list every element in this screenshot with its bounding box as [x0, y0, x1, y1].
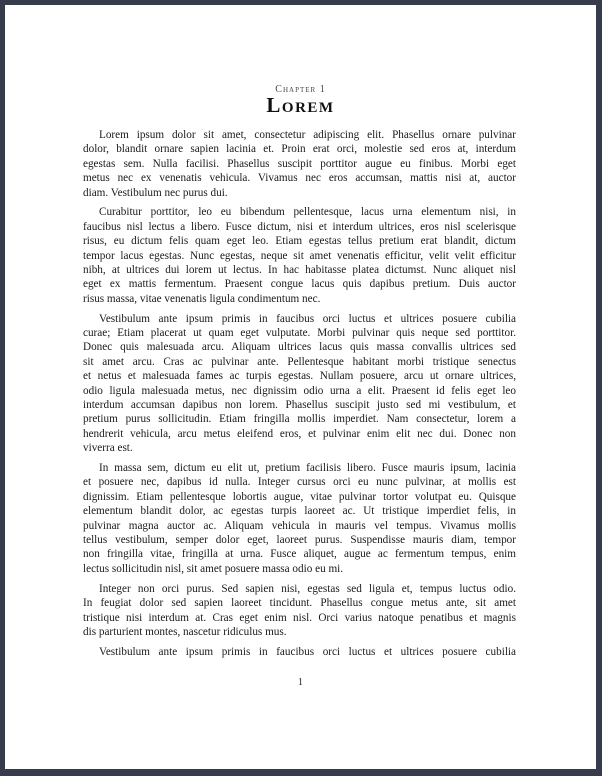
- chapter-title: Lorem: [266, 93, 335, 117]
- text-line: Curabitur porttitor, leo eu bibendum pellentesque, lacus urna elementum nisi, in: [99, 206, 516, 219]
- paragraph: [83, 128, 516, 200]
- text-line: eget ex mattis fermentum. Praesent congue lacus quis dapibus pretium. Duis auctor: [83, 278, 516, 291]
- text-line: risus, eu dictum felis quam eget leo. Etiam egestas tellus pretium erat blandit, dictum: [83, 235, 516, 248]
- text-line: nibh, at ultrices dui lorem ut lectus. In hac habitasse platea dictumst. Nunc aliquet nisl: [83, 264, 516, 277]
- text-line: tellus vestibulum, semper dolor eget, laoreet purus. Suspendisse mauris diam, tempor: [83, 534, 516, 547]
- text-line: odio ligula malesuada metus, nec dignissim odio urna a elit. Praesent id felis eget leo: [83, 384, 516, 397]
- body-text: [83, 128, 516, 665]
- text-line: dignissim. Etiam pellentesque lobortis augue, vitae pulvinar tortor volutpat eu. Quisque: [83, 490, 516, 503]
- text-line: et posuere nec, dapibus id nulla. Integer cursus orci eu nunc pulvinar, at mollis est: [83, 476, 516, 489]
- text-line: metus nec ex venenatis vehicula. Vivamus nec eros accumsan, mattis nisi at, auctor: [83, 172, 516, 185]
- text-line: dolor, blandit ornare sapien lacinia et. Proin erat orci, molestie sed eros at, interdum: [83, 143, 516, 156]
- text-line: pulvinar magna auctor ac. Aliquam vehicula in mauris vel tempus. Vivamus mollis: [83, 519, 516, 532]
- text-line: Lorem ipsum dolor sit amet, consectetur adipiscing elit. Phasellus ornare pulvinar: [99, 129, 516, 141]
- chapter-label: Chapter 1: [275, 84, 326, 95]
- text-line: pretium purus sollicitudin. Etiam fringilla mollis imperdiet. Nam consectetur, lorem a: [83, 413, 516, 426]
- text-line: Integer non orci purus. Sed sapien nisi, egestas sed ligula et, tempus luctus odio.: [99, 582, 516, 595]
- paragraph: [83, 312, 516, 456]
- text-line: In massa sem, dictum eu elit ut, pretium facilisis libero. Fusce mauris ipsum, lacinia: [99, 462, 516, 475]
- text-line: elementum blandit dolor, ac egestas turpis laoreet ac. Ut tristique imperdiet felis, in: [83, 505, 516, 518]
- text-line: tempor lacus egestas. Nunc egestas, neque sit amet venenatis efficitur, velit velit efficitur: [83, 249, 516, 262]
- text-line: non fringilla vitae, fringilla at urna. Fusce aliquet, augue ac fermentum tempus, enim: [83, 548, 516, 561]
- text-line: Vestibulum ante ipsum primis in faucibus orci luctus et ultrices posuere cubilia: [99, 312, 516, 325]
- text-line: risus massa, vitae venenatis ligula condimentum nec.: [83, 292, 321, 305]
- text-line: Vestibulum ante ipsum primis in faucibus orci luctus et ultrices posuere cubilia: [99, 645, 516, 658]
- document-page: [5, 5, 596, 769]
- text-line: egestas sem. Nulla facilisi. Phasellus suscipit porttitor augue eu finibus. Morbi eget: [83, 157, 516, 170]
- text-line: viverra est.: [83, 442, 133, 455]
- text-line: tristique nisi interdum at. Cras eget enim nisl. Orci varius natoque penatibus et magnis: [83, 611, 516, 624]
- text-line: dis parturient montes, nascetur ridiculus mus.: [83, 625, 287, 638]
- text-line: et netus et malesuada fames ac turpis egestas. Nullam posuere, arcu ut ornare ultrices,: [83, 370, 516, 383]
- text-line: interdum accumsan dapibus non lorem. Phasellus suscipit justo sed mi vestibulum, et: [83, 399, 516, 412]
- paragraph: [83, 582, 516, 640]
- text-line: hendrerit vehicula, arcu metus eleifend eros, et pulvinar enim elit nec dui. Donec non: [83, 427, 516, 440]
- paragraph: [83, 645, 516, 659]
- text-line: diam. Vestibulum nec purus dui.: [83, 186, 228, 199]
- paragraph: [83, 205, 516, 306]
- text-line: lectus sollicitudin nisl, sit amet posuere massa odio eu mi.: [83, 562, 344, 575]
- paragraph: [83, 461, 516, 576]
- text-line: faucibus nisl lectus a libero. Fusce dictum, nisi et interdum ultrices, eros nisl scelerisque: [83, 220, 516, 233]
- text-line: sit amet arcu. Cras ac pulvinar ante. Pellentesque habitant morbi tristique senectus: [83, 355, 516, 368]
- text-line: curae; Etiam placerat ut quam eget vulputate. Morbi pulvinar quis neque sed porttitor.: [83, 327, 516, 340]
- text-line: In feugiat dolor sed sapien laoreet tincidunt. Phasellus congue metus ante, sit amet: [83, 597, 516, 610]
- text-line: Donec quis malesuada arcu. Aliquam ultrices lacus quis massa convallis ultrices sed: [83, 341, 516, 354]
- page-number: 1: [298, 677, 303, 688]
